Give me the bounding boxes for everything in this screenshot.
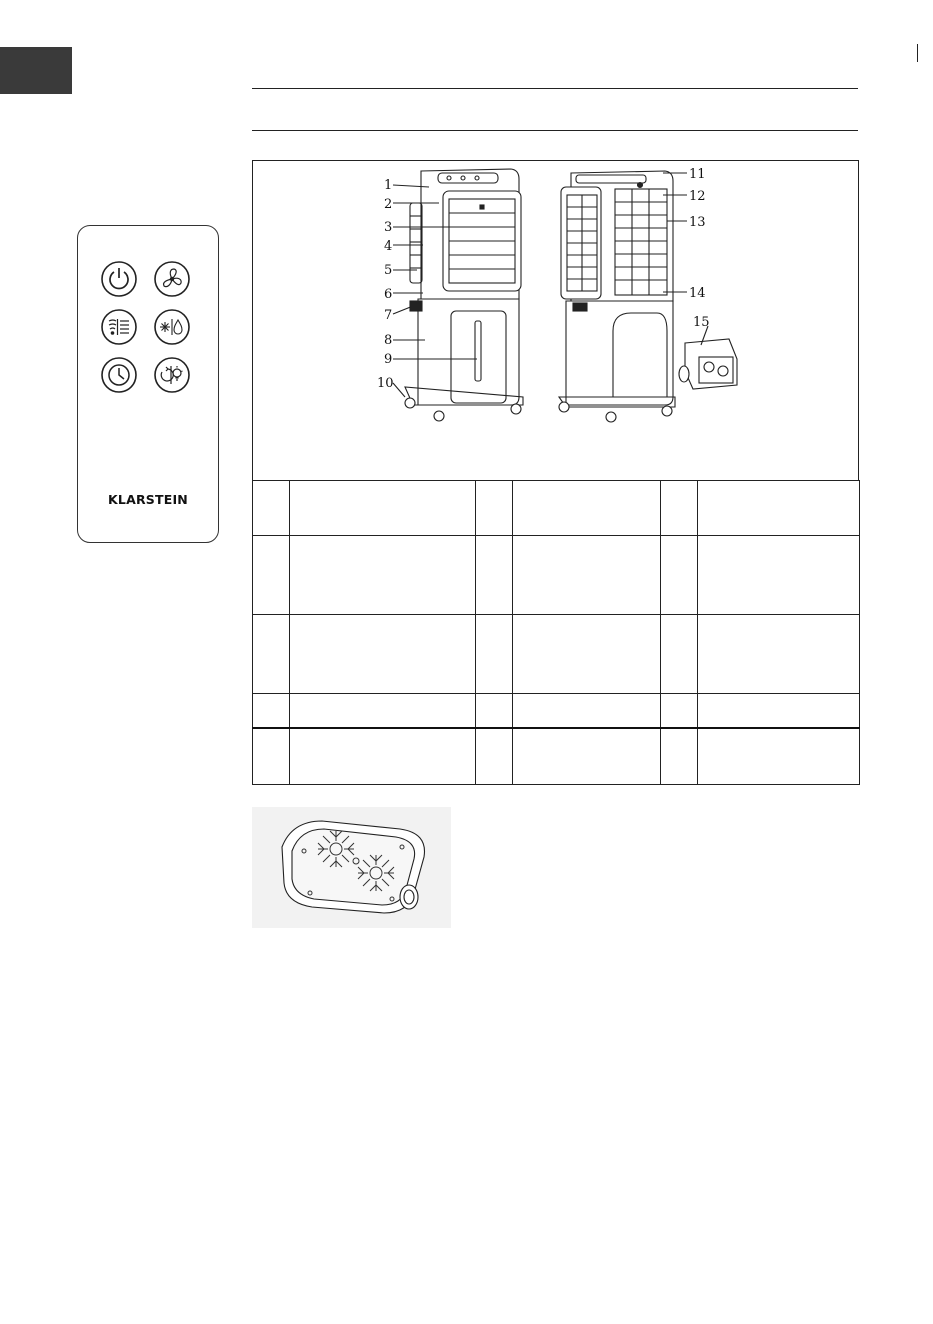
table-row [253, 481, 860, 536]
callout-10: 10 [377, 376, 394, 391]
crop-mark [917, 44, 918, 62]
ice-pack-image [252, 807, 451, 928]
callout-9: 9 [384, 352, 393, 367]
remote-control [77, 225, 219, 543]
remote-brand-label: KLARSTEIN [108, 492, 188, 507]
table-cell [661, 728, 698, 785]
table-cell [698, 694, 860, 729]
table-cell [476, 694, 513, 729]
table-cell [476, 481, 513, 536]
callout-7: 7 [384, 308, 393, 323]
table-cell [290, 694, 476, 729]
table-row [253, 694, 860, 729]
callout-12: 12 [689, 189, 706, 204]
table-cell [253, 694, 290, 729]
fan-icon [154, 261, 190, 297]
parts-table [252, 480, 860, 785]
product-figure [252, 160, 859, 481]
timer-icon [101, 357, 137, 393]
table-cell [698, 536, 860, 615]
swing-light-icon [154, 357, 190, 393]
table-cell [661, 694, 698, 729]
table-cell [513, 728, 661, 785]
callout-8: 8 [384, 333, 393, 348]
callout-3: 3 [384, 220, 393, 235]
table-cell [698, 481, 860, 536]
callout-6: 6 [384, 287, 393, 302]
table-cell [698, 615, 860, 694]
table-row [253, 615, 860, 694]
callout-13: 13 [689, 215, 706, 230]
table-cell [290, 481, 476, 536]
table-cell [513, 536, 661, 615]
table-cell [513, 694, 661, 729]
table-cell [661, 481, 698, 536]
table-cell [698, 728, 860, 785]
table-cell [290, 615, 476, 694]
header-rule-bottom [252, 130, 858, 131]
language-tab [0, 47, 72, 94]
table-cell [290, 536, 476, 615]
callout-2: 2 [384, 197, 393, 212]
wind-mode-icon [101, 309, 137, 345]
table-cell [513, 481, 661, 536]
callout-14: 14 [689, 286, 706, 301]
power-icon [101, 261, 137, 297]
callout-5: 5 [384, 263, 393, 278]
table-cell [661, 615, 698, 694]
table-row [253, 536, 860, 615]
table-cell [253, 536, 290, 615]
callout-1: 1 [384, 178, 393, 193]
callout-4: 4 [384, 239, 393, 254]
table-cell [476, 615, 513, 694]
table-cell [253, 481, 290, 536]
table-cell [661, 536, 698, 615]
cooling-humidify-icon [154, 309, 190, 345]
table-cell [513, 615, 661, 694]
header-rule-top [252, 88, 858, 89]
callout-15: 15 [693, 315, 710, 330]
table-cell [476, 536, 513, 615]
table-cell [253, 728, 290, 785]
ice-pack-illustration [252, 807, 451, 928]
table-cell [476, 728, 513, 785]
table-cell [253, 615, 290, 694]
table-row [253, 728, 860, 785]
table-cell [290, 728, 476, 785]
product-diagram [253, 161, 860, 482]
callout-11: 11 [689, 167, 706, 182]
